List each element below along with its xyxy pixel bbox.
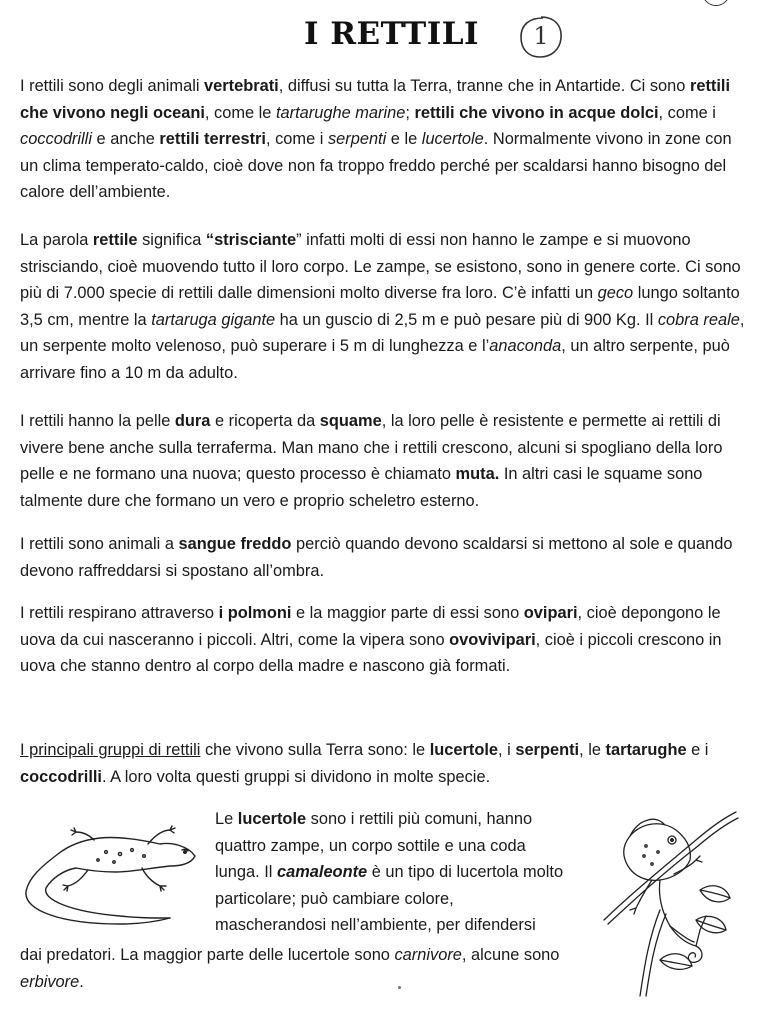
paragraph-skin: I rettili hanno la pelle dura e ricoperta da squame, la loro pelle è resistente e permette ai rettili di vivere bene anche sulla terraferma. Man mano che i rettili crescono, alcuni si spogliano della loro pelle e ne formano una nuova; questo processo è chiamato muta. In altri casi le squame sono talmente dure che formano un vero e proprio scheletro esterno. [20,412,723,510]
paragraph-lizards-end: dai predatori. La maggior parte delle lucertole sono carnivore, alcune sono erbivore. [20,946,560,991]
paragraph-breathing: I rettili respirano attraverso i polmoni e la maggior parte di essi sono ovipari, cioè depongono le uova da cui nasceranno i piccoli. Altri, come la vipera sono ovovivipari, cioè i piccoli crescono in uova che stanno dentro al corpo della madre e nascono già formati. [20,604,722,676]
corner-circle-mark [702,0,730,6]
speck [398,986,401,989]
chameleon-illustration [600,800,740,1000]
paragraph-cold-blood: I rettili sono animali a sangue freddo perciò quando devono scaldarsi si mettono al sole e quando devono raffreddarsi si spostano all’ombra. [20,535,733,580]
title-row [0,10,768,70]
page-number-badge [518,14,564,60]
paragraph-lizards: Le lucertole sono i rettili più comuni, hanno quattro zampe, un corpo sottile e una coda lunga. Il camaleonte è un tipo di lucertola molto particolare; può cambiare colore, mascherandosi nell’ambiente, per difendersi [215,810,564,935]
page-title: I RETTILI [304,16,480,52]
page-number-text: 1 [533,22,549,50]
paragraph-intro: I rettili sono degli animali vertebrati, diffusi su tutta la Terra, tranne che in Antartide. Ci sono rettili che vivono negli oceani, come le tartarughe marine; rettili che vivono in acque dolci, come i coccodrilli e anche rettili terrestri, come i serpenti e le lucertole. Normalmente vivono in zone con un clima temperato-caldo, cioè dove non fa troppo freddo perché per scaldarsi hanno bisogno del calore dell’ambiente. [20,77,732,202]
lizard-illustration [20,820,210,930]
paragraph-groups: I principali gruppi di rettili che vivono sulla Terra sono: le lucertole, i serpenti, le tartarughe e i coccodrilli. A loro volta questi gruppi si dividono in molte specie. [20,741,709,786]
paragraph-meaning: La parola rettile significa “strisciante” infatti molti di essi non hanno le zampe e si muovono strisciando, cioè muovendo tutto il loro corpo. Le zampe, se esistono, sono in genere corte. Ci sono più di 7.000 specie di rettili dalle dimensioni molto diverse fra loro. C’è infatti un geco lungo soltanto 3,5 cm, mentre la tartaruga gigante ha un guscio di 2,5 m e può pesare più di 900 Kg. Il cobra reale, un serpente molto velenoso, può superare i 5 m di lunghezza e l’anaconda, un altro serpente, può arrivare fino a 10 m da adulto. [20,231,745,382]
